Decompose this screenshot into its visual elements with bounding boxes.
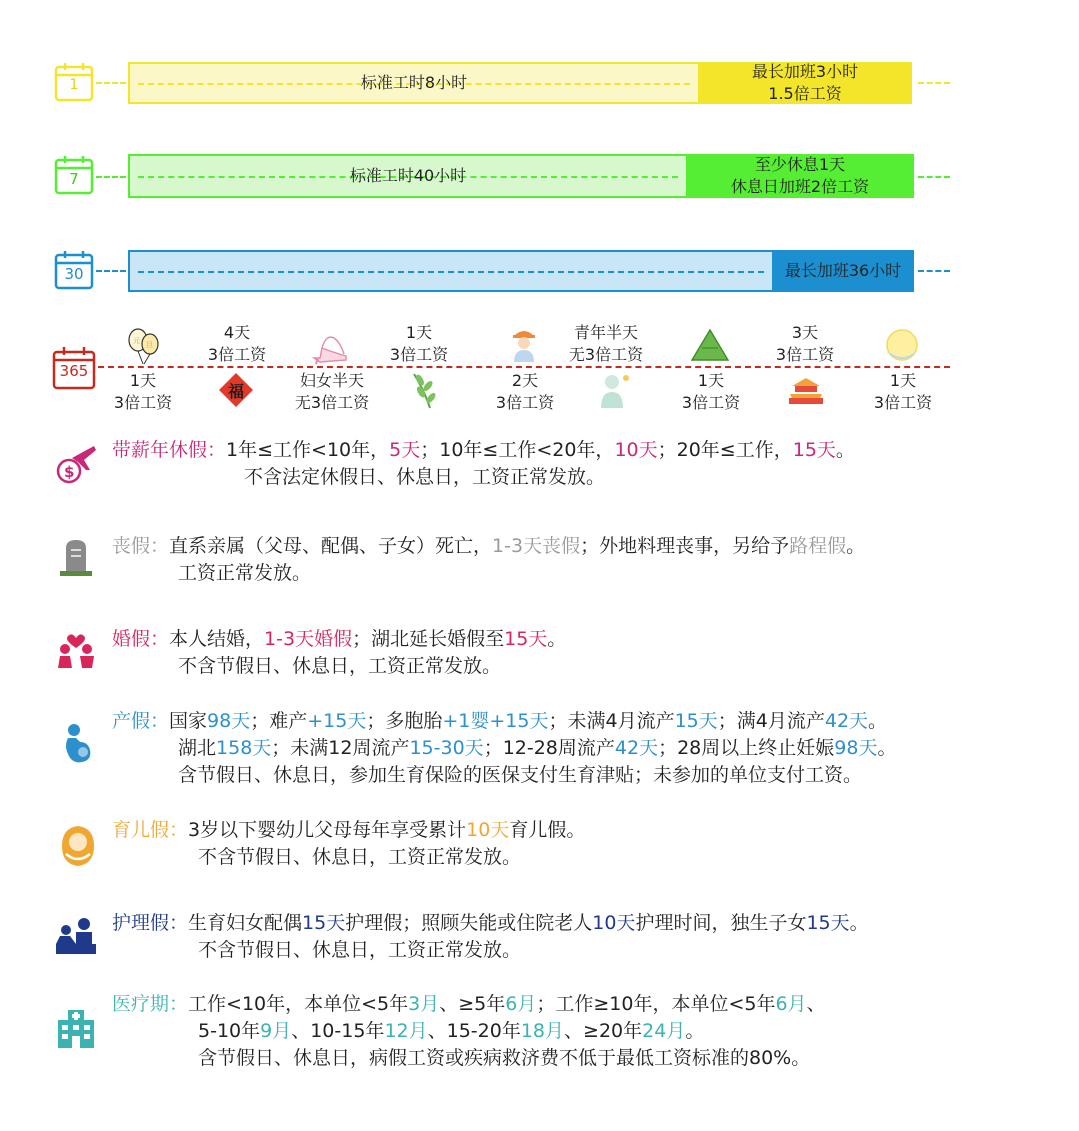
holiday-national-days: 3天: [791, 323, 819, 342]
marriage-leave-colon: ：: [150, 628, 170, 650]
year-timeline: [98, 366, 950, 368]
holiday-spring-days: 4天: [223, 323, 251, 342]
hospital-icon: [54, 1006, 98, 1050]
medical-rule3-value: 6月: [775, 993, 807, 1015]
week-bar: [128, 154, 914, 198]
funeral-leave-value1: 1-3天丧假: [492, 535, 581, 557]
annual-leave-rule2: ；10年≤工作<20年，: [420, 439, 615, 461]
svg-text:元: 元: [133, 337, 140, 345]
maternity-hubei-label: 湖北: [178, 737, 217, 759]
parental-leave-text: [112, 817, 585, 871]
maternity-12w-label: ；未满12周流产: [271, 737, 410, 759]
pregnant-woman-icon: [56, 722, 100, 766]
funeral-leave-title: 丧假: [112, 535, 151, 557]
baby-icon: [56, 824, 100, 868]
month-dash-left: [96, 270, 126, 272]
funeral-leave-rule2: ；外地料理丧事，另给予: [580, 535, 790, 557]
nursing-leave-note: 不含节假日、休息日，工资正常发放。: [198, 939, 522, 961]
week-overtime-segment: [686, 154, 914, 198]
holiday-dragon-days: 1天: [697, 371, 725, 390]
holiday-new-year-text: [98, 370, 188, 414]
parental-leave-value1: 10天: [466, 819, 510, 841]
nursing-leave-rule3: 护理时间，独生子女: [635, 912, 807, 934]
maternity-28w-value: 98天: [834, 737, 878, 759]
month-dash-right: [918, 270, 950, 272]
zongzi-icon: [690, 326, 730, 366]
holiday-women-pay: 无3倍工资: [294, 393, 370, 412]
medical-rule4-label: 5-10年: [198, 1020, 261, 1042]
maternity-leave-text: [112, 708, 896, 789]
holiday-midautumn-pay: 3倍工资: [873, 393, 933, 412]
holiday-dragon-pay: 3倍工资: [681, 393, 741, 412]
parental-leave-end: 育儿假。: [509, 819, 586, 841]
medical-rule6-value: 18月: [520, 1020, 565, 1042]
funeral-leave-value2: 路程假: [789, 535, 847, 557]
maternity-miscarriage-early-value: 15天: [674, 710, 718, 732]
holiday-qingming-days: 1天: [405, 323, 433, 342]
marriage-leave-text: [112, 626, 566, 680]
medical-line2-end: 。: [685, 1020, 705, 1042]
nursing-leave-rule2: 护理假；照顾失能或住院老人: [345, 912, 593, 934]
medical-rule5-value: 12月: [384, 1020, 428, 1042]
holiday-labor-days: 2天: [511, 371, 539, 390]
holiday-new-year-days: 1天: [129, 371, 157, 390]
holiday-spring-text: [192, 322, 282, 366]
marriage-leave-value1: 1-3天婚假: [264, 628, 353, 650]
month-overtime-segment: [772, 250, 914, 292]
nursing-leave-value3: 15天: [806, 912, 850, 934]
moon-icon: [882, 326, 922, 366]
marriage-leave-rule2: ；湖北延长婚假至: [352, 628, 505, 650]
medical-rule1-label: 工作<10年，本单位<5年: [188, 993, 409, 1015]
medical-rule1-value: 3月: [408, 993, 440, 1015]
annual-leave-rule3: ；20年≤工作，: [657, 439, 793, 461]
week-dash-right: [918, 176, 950, 178]
calendar-year-number: 365: [59, 362, 89, 380]
maternity-national-value: 98天: [207, 710, 251, 732]
maternity-leave-note: 含节假日、休息日，参加生育保险的医保支付生育津贴；未参加的单位支付工资。: [178, 764, 863, 786]
holiday-new-year-pay: 3倍工资: [113, 393, 173, 412]
maternity-dystocia-label: ；难产: [250, 710, 308, 732]
nursing-leave-colon: ：: [169, 912, 189, 934]
medical-rule2-value: 6月: [505, 993, 537, 1015]
medical-line1-end: 、: [806, 993, 826, 1015]
annual-leave-end: 。: [835, 439, 855, 461]
funeral-leave-rule1: 直系亲属（父母、配偶、子女）死亡，: [169, 535, 493, 557]
holiday-women-text: [286, 370, 378, 414]
holiday-labor-pay: 3倍工资: [495, 393, 555, 412]
medical-rule2-label: 、≥5年: [439, 993, 506, 1015]
annual-leave-text: [112, 437, 855, 491]
calendar-week-number: 7: [69, 170, 79, 188]
day-overtime-segment: [698, 62, 912, 104]
holiday-qingming-pay: 3倍工资: [389, 345, 449, 364]
annual-leave-rule1: 1年≤工作<10年，: [226, 439, 390, 461]
holiday-spring-pay: 3倍工资: [207, 345, 267, 364]
svg-text:$: $: [64, 463, 75, 481]
medical-rule3-label: ；工作≥10年，本单位<5年: [536, 993, 776, 1015]
maternity-leave-title: 产假: [112, 710, 151, 732]
holiday-national-pay: 3倍工资: [775, 345, 835, 364]
day-dash-left: [96, 82, 126, 84]
day-dash-right: [918, 82, 950, 84]
maternity-leave-colon: ：: [150, 710, 170, 732]
svg-text:福: 福: [228, 382, 245, 401]
medical-leave-text: [112, 991, 826, 1072]
holiday-youth-text: [558, 322, 654, 366]
maternity-12-28w-value: 42天: [614, 737, 659, 759]
funeral-leave-colon: ：: [150, 535, 170, 557]
calendar-day-number: 1: [69, 77, 79, 93]
maternity-12-28w-label: ；12-28周流产: [483, 737, 615, 759]
medical-rule4-value: 9月: [260, 1020, 292, 1042]
annual-leave-colon: ：: [207, 439, 227, 461]
couple-icon: [54, 628, 98, 672]
day-standard-segment: [128, 62, 698, 104]
medical-rule7-value: 24月: [642, 1020, 686, 1042]
funeral-leave-text: [112, 533, 865, 587]
youth-icon: [594, 370, 634, 410]
holiday-dragon-text: [666, 370, 756, 414]
maternity-miscarriage-late-value: 42天: [824, 710, 869, 732]
calendar-month-number: 30: [64, 265, 84, 283]
paid-vacation-icon: [54, 442, 98, 486]
funeral-leave-note: 工资正常发放。: [178, 562, 312, 584]
high-heel-icon: [310, 326, 350, 366]
calendar-year-icon: [52, 346, 96, 390]
parental-leave-title: 育儿假: [112, 819, 170, 841]
nursing-leave-text: [112, 910, 869, 964]
caregiver-icon: [54, 914, 98, 958]
day-bar: [128, 62, 912, 104]
day-standard-label: 标准工时8小时: [360, 73, 468, 92]
maternity-dystocia-value: +15天: [307, 710, 367, 732]
medical-rule7-label: 、≥20年: [564, 1020, 643, 1042]
week-overtime-line1: 至少休息1天: [754, 155, 846, 174]
marriage-leave-end: 。: [547, 628, 567, 650]
annual-leave-note: 不含法定休假日、休息日，工资正常发放。: [244, 466, 606, 488]
maternity-national-label: 国家: [169, 710, 208, 732]
maternity-28w-label: ；28周以上终止妊娠: [658, 737, 835, 759]
svg-text:旦: 旦: [146, 341, 153, 349]
marriage-leave-rule1: 本人结婚，: [169, 628, 265, 650]
month-overtime-line1: 最长加班36小时: [784, 261, 902, 280]
medical-leave-note: 含节假日、休息日，病假工资或疾病救济费不低于最低工资标准的80%。: [198, 1047, 811, 1069]
holiday-women-days: 妇女半天: [299, 371, 364, 390]
calendar-month-icon: [54, 250, 94, 290]
nursing-leave-end: 。: [849, 912, 869, 934]
willow-icon: [404, 370, 444, 410]
week-overtime-line2: 休息日加班2倍工资: [730, 177, 870, 196]
medical-rule6-label: 、15-20年: [427, 1020, 521, 1042]
parental-leave-colon: ：: [169, 819, 189, 841]
maternity-line1-end: 。: [868, 710, 888, 732]
tiananmen-icon: [786, 370, 826, 410]
maternity-miscarriage-late-label: ；满4月流产: [717, 710, 825, 732]
marriage-leave-value2: 15天: [504, 628, 548, 650]
worker-icon: [504, 324, 544, 364]
calendar-week-icon: [54, 155, 94, 195]
maternity-12w-value: 15-30天: [409, 737, 484, 759]
annual-leave-value2: 10天: [614, 439, 658, 461]
week-dash-left: [96, 176, 126, 178]
marriage-leave-note: 不含节假日、休息日，工资正常发放。: [178, 655, 502, 677]
maternity-line2-end: 。: [877, 737, 897, 759]
medical-line2: [112, 1018, 826, 1045]
month-standard-segment: [128, 250, 772, 292]
maternity-multiple-label: ；多胞胎: [366, 710, 443, 732]
holiday-youth-pay: 无3倍工资: [568, 345, 644, 364]
week-standard-segment: [128, 154, 686, 198]
medical-rule5-label: 、10-15年: [291, 1020, 385, 1042]
holiday-youth-days: 青年半天: [573, 323, 638, 342]
holiday-qingming-text: [374, 322, 464, 366]
holiday-national-text: [760, 322, 850, 366]
calendar-day-icon: [54, 62, 94, 102]
medical-leave-colon: ：: [169, 993, 189, 1015]
nursing-leave-title: 护理假: [112, 912, 170, 934]
annual-leave-title: 带薪年休假: [112, 439, 208, 461]
day-overtime-line1: 最长加班3小时: [751, 62, 859, 81]
marriage-leave-title: 婚假: [112, 628, 151, 650]
holiday-midautumn-days: 1天: [889, 371, 917, 390]
fu-icon: [216, 370, 256, 410]
week-standard-label: 标准工时40小时: [349, 166, 467, 185]
holiday-midautumn-text: [858, 370, 948, 414]
tombstone-icon: [54, 534, 98, 578]
parental-leave-note: 不含节假日、休息日，工资正常发放。: [198, 846, 522, 868]
maternity-miscarriage-early-label: ；未满4月流产: [548, 710, 675, 732]
parental-leave-rule1: 3岁以下婴幼儿父母每年享受累计: [188, 819, 467, 841]
maternity-multiple-value: +1婴+15天: [442, 710, 549, 732]
funeral-leave-end: 。: [846, 535, 866, 557]
maternity-hubei-line: [112, 735, 896, 762]
nursing-leave-value1: 15天: [302, 912, 346, 934]
nursing-leave-value2: 10天: [592, 912, 636, 934]
maternity-hubei-value: 158天: [216, 737, 272, 759]
medical-leave-title: 医疗期: [112, 993, 170, 1015]
annual-leave-value1: 5天: [389, 439, 421, 461]
day-overtime-line2: 1.5倍工资: [768, 84, 842, 103]
annual-leave-value3: 15天: [792, 439, 836, 461]
nursing-leave-rule1: 生育妇女配偶: [188, 912, 303, 934]
month-bar: [128, 250, 914, 292]
balloons-icon: [124, 326, 164, 366]
holiday-labor-text: [480, 370, 570, 414]
